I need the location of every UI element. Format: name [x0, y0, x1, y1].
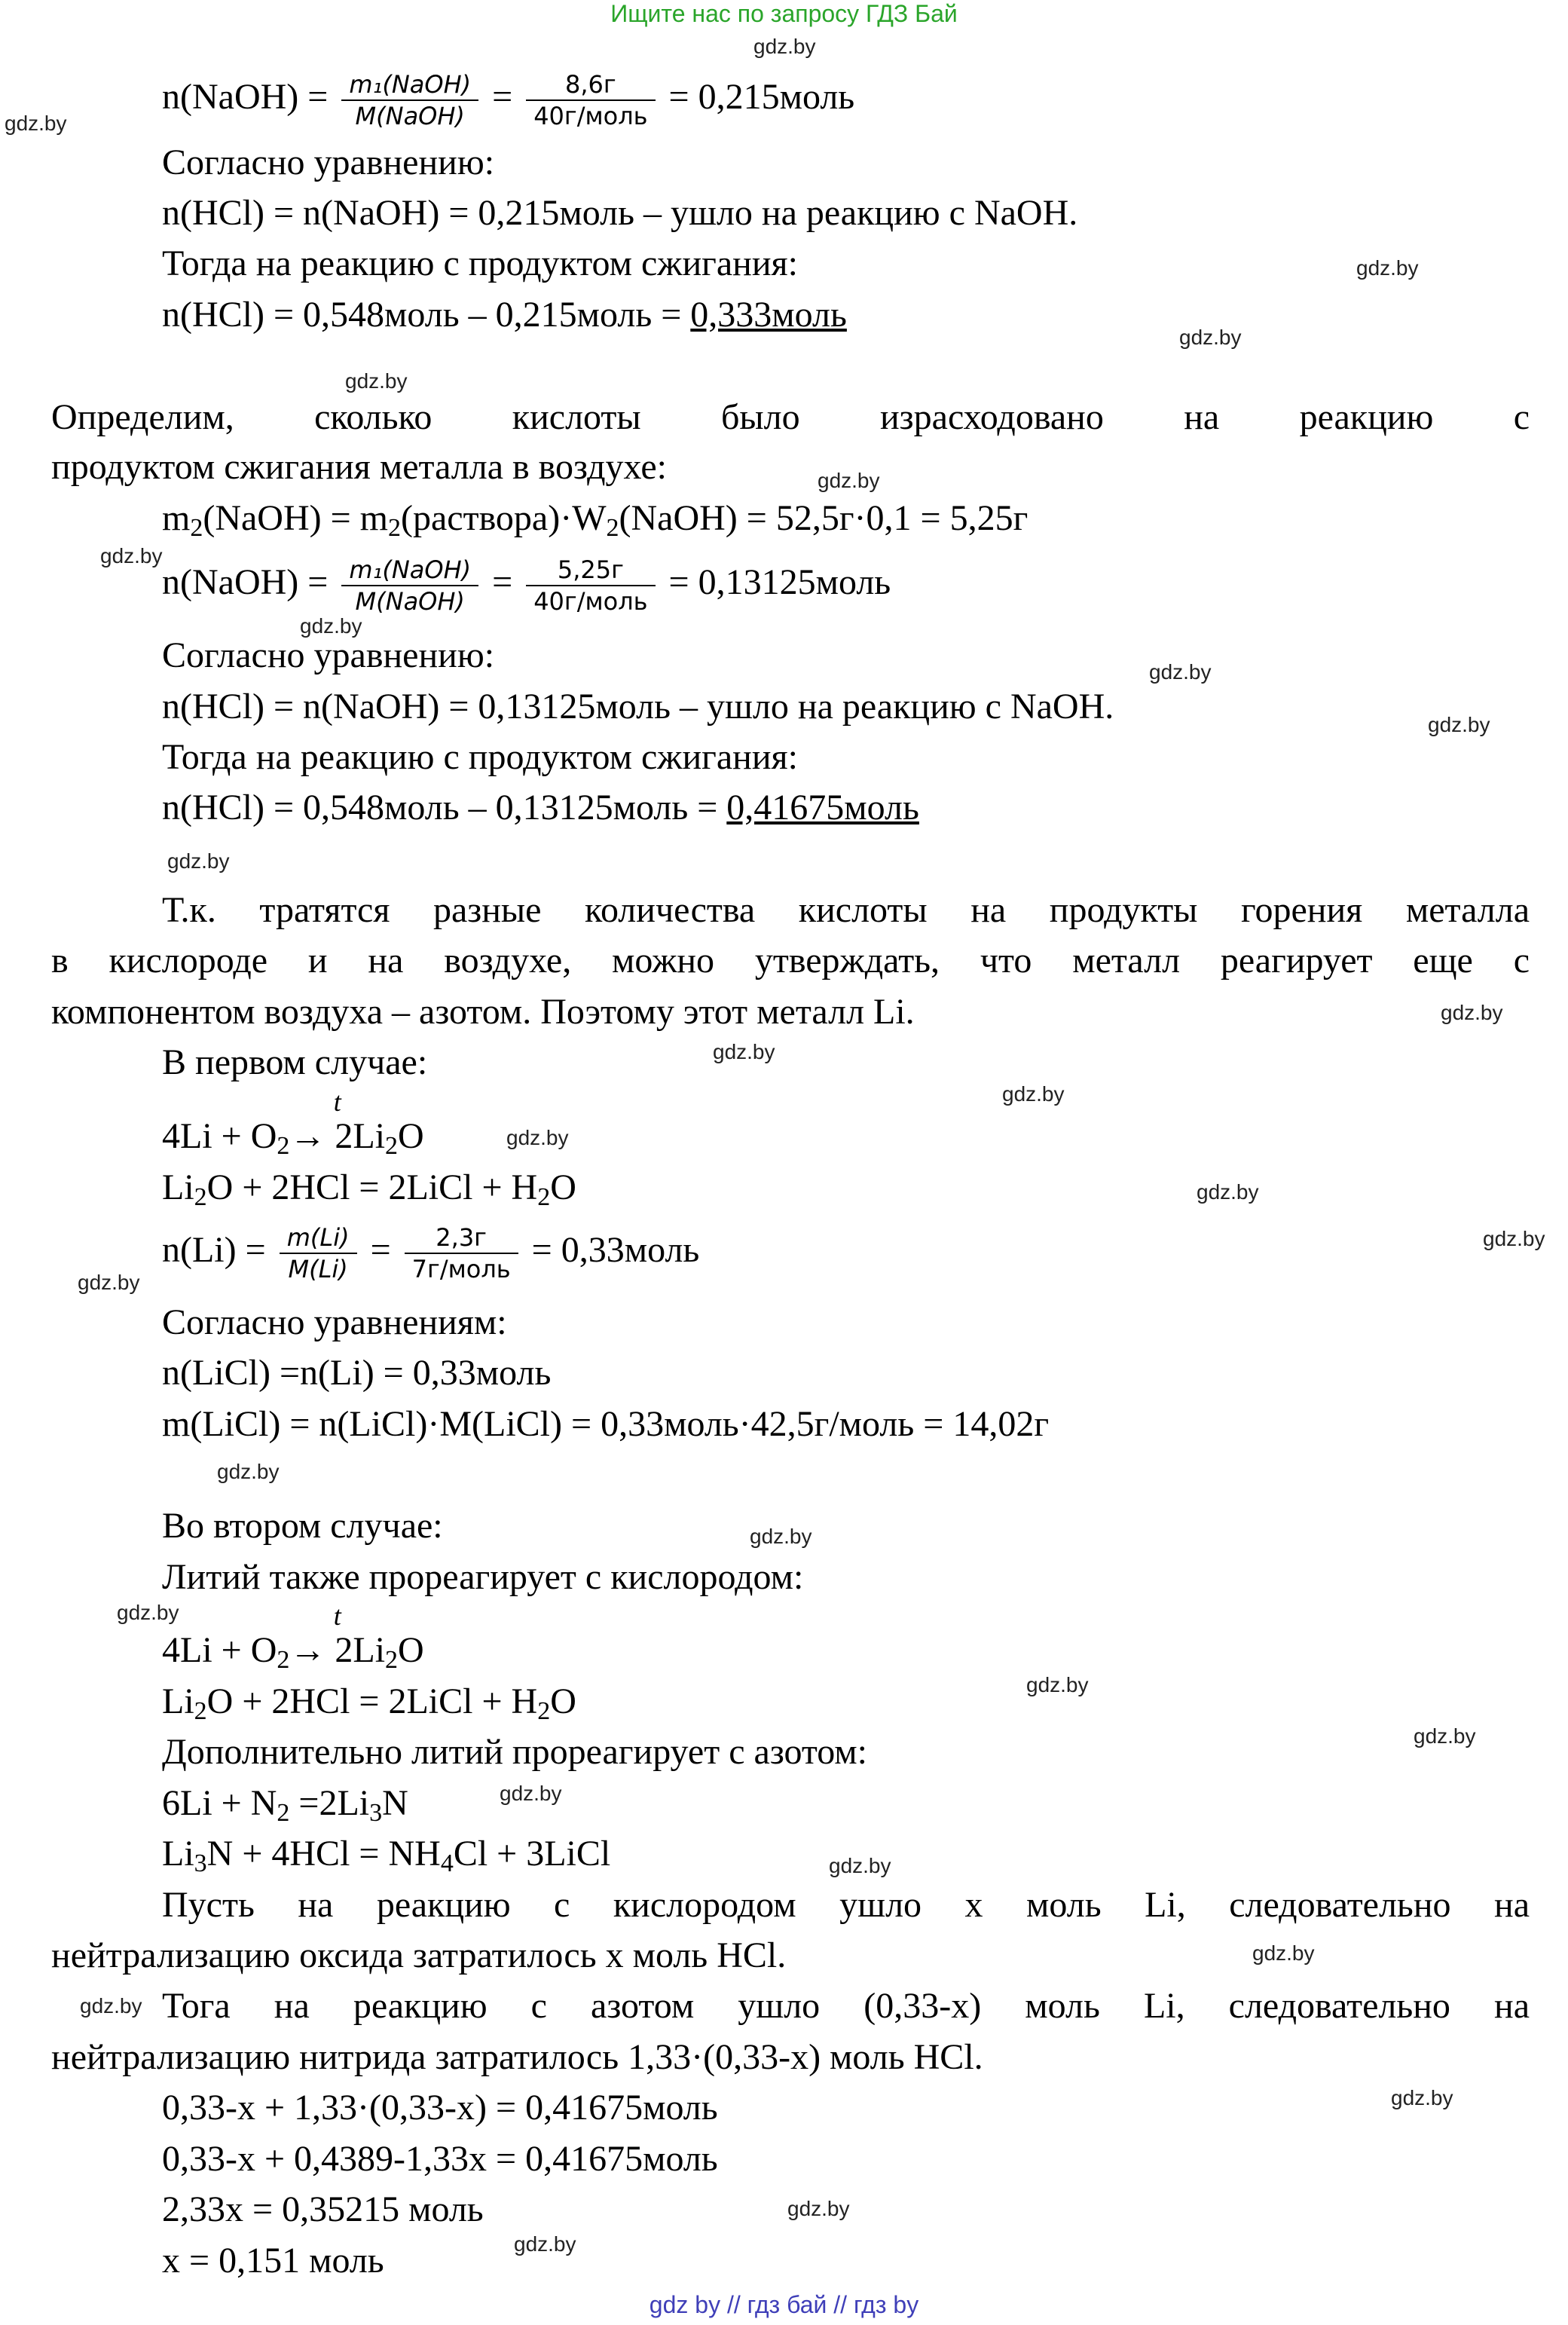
- text-part: → 2Li: [289, 1630, 386, 1670]
- fraction-denominator: M(NaOH): [355, 102, 465, 130]
- fraction-values: [526, 555, 655, 616]
- text-line: n(HCl) = n(NaOH) = 0,13125моль – ушло на реакцию с NaOH.: [162, 687, 1114, 727]
- equals-sign: =: [370, 1230, 391, 1271]
- n-li-formula: [162, 1222, 699, 1284]
- equation-line: 2,33x = 0,35215 моль: [162, 2189, 484, 2229]
- text-part: =2Li: [289, 1783, 370, 1823]
- formula-result: = 0,215моль: [668, 77, 855, 118]
- watermark: gdz.by: [500, 1782, 562, 1805]
- text-line: n(LiCl) =n(Li) = 0,33моль: [162, 1353, 552, 1393]
- formula-lhs: n(NaOH) =: [162, 77, 329, 118]
- text-part: m: [162, 498, 191, 538]
- text-part: (раствора)·W: [401, 498, 607, 538]
- text-part: n(HCl) = 0,548моль – 0,215моль =: [162, 295, 691, 335]
- fraction-denominator: M(NaOH): [355, 587, 465, 616]
- subscript: 3: [194, 1849, 207, 1877]
- text-line: Согласно уравнению:: [162, 142, 495, 182]
- text-line: Согласно уравнению:: [162, 635, 495, 675]
- text-part: → 2Li: [289, 1116, 386, 1156]
- watermark: gdz.by: [1483, 1227, 1545, 1250]
- subscript: 2: [194, 1183, 207, 1211]
- watermark: gdz.by: [167, 849, 230, 873]
- top-banner[interactable]: Ищите нас по запросу ГДЗ Бай: [610, 0, 958, 27]
- watermark: gdz.by: [1356, 256, 1419, 280]
- subscript: 2: [190, 514, 203, 542]
- paragraph-line: нейтрализацию нитрида затратилось 1,33·(0,33-x) моль HCl.: [51, 2037, 983, 2077]
- subscript: 2: [277, 1799, 290, 1827]
- paragraph-line: Определим, сколько кислоты было израсходовано на реакцию с: [51, 397, 1530, 437]
- formula-result: = 0,33моль: [531, 1230, 700, 1271]
- arrow-with-t: [289, 1087, 386, 1159]
- text-part: Li: [162, 1834, 194, 1874]
- subscript: 2: [277, 1132, 290, 1160]
- subscript: 2: [537, 1697, 551, 1725]
- fraction-values: [405, 1222, 518, 1284]
- paragraph-line: [51, 1984, 1530, 2029]
- reaction-li2o-hcl-2: [162, 1679, 576, 1724]
- subscript: 2: [606, 514, 619, 542]
- temperature-label: t: [333, 1087, 341, 1117]
- text-part: O: [398, 1116, 424, 1156]
- watermark: gdz.by: [1179, 326, 1242, 349]
- equation-line: 0,33-x + 0,4389-1,33x = 0,41675моль: [162, 2139, 718, 2179]
- fraction-denominator: M(Li): [288, 1255, 348, 1283]
- n-naoh-formula-1: [162, 69, 854, 131]
- n-naoh-formula-2: [162, 555, 891, 616]
- text-part: N + 4HCl = NH: [206, 1834, 441, 1874]
- underlined-answer: 0,41675моль: [726, 788, 919, 828]
- reaction-li3n-hcl: [162, 1831, 610, 1877]
- equals-sign: =: [492, 77, 513, 118]
- formula-lhs: n(Li) =: [162, 1230, 266, 1271]
- formula-result: = 0,13125моль: [668, 562, 891, 603]
- watermark: gdz.by: [345, 369, 408, 393]
- text-part: O: [550, 1167, 576, 1207]
- paragraph-line: в кислороде и на воздухе, можно утверждать, что металл реагирует еще с: [51, 941, 1530, 980]
- text-line: Во втором случае:: [162, 1506, 443, 1546]
- fraction-denominator: 40г/моль: [533, 587, 648, 616]
- underlined-answer: 0,333моль: [690, 295, 847, 335]
- text-part: 4Li + O: [162, 1630, 277, 1670]
- text-line: Дополнительно литий прореагирует с азотом:: [162, 1732, 867, 1772]
- equation-line: 0,33-x + 1,33·(0,33-x) = 0,41675моль: [162, 2088, 718, 2128]
- watermark: gdz.by: [713, 1040, 775, 1063]
- fraction-denominator: 7г/моль: [411, 1255, 511, 1283]
- watermark: gdz.by: [514, 2232, 576, 2256]
- text-part: (NaOH) = m: [203, 498, 389, 538]
- paragraph-line: нейтрализацию оксида затратилось x моль HCl.: [51, 1935, 787, 1975]
- watermark: gdz.by: [1026, 1673, 1089, 1696]
- text-part: Пусть на реакцию с кислородом ушло x моль Li, следовательно на: [162, 1885, 1530, 1925]
- watermark: gdz.by: [78, 1271, 140, 1294]
- watermark: gdz.by: [506, 1126, 569, 1149]
- text-line: Литий также прореагирует с кислородом:: [162, 1557, 804, 1597]
- watermark: gdz.by: [787, 2197, 850, 2220]
- text-part: O: [398, 1630, 424, 1670]
- watermark: gdz.by: [1428, 713, 1490, 736]
- text-part: N: [382, 1783, 408, 1823]
- text-part: Т.к. тратятся разные количества кислоты на продукты горения металла: [162, 890, 1530, 930]
- subscript: 2: [385, 1132, 399, 1160]
- text-line: m(LiCl) = n(LiCl)·M(LiCl) = 0,33моль·42,5г/моль = 14,02г: [162, 1404, 1050, 1444]
- text-part: Тога на реакцию с азотом ушло (0,33-x) моль Li, следовательно на: [162, 1986, 1530, 2026]
- fraction-symbolic: [280, 1222, 357, 1284]
- text-line: Тогда на реакцию с продуктом сжигания:: [162, 243, 798, 283]
- subscript: 2: [194, 1697, 207, 1725]
- watermark: gdz.by: [100, 544, 163, 567]
- arrow-with-t: [289, 1601, 386, 1673]
- watermark: gdz.by: [117, 1601, 179, 1624]
- watermark: gdz.by: [1441, 1001, 1503, 1024]
- fraction-numerator: m₁(NaOH): [341, 555, 478, 586]
- watermark: gdz.by: [1252, 1941, 1315, 1965]
- watermark: gdz.by: [5, 112, 67, 135]
- subscript: 2: [537, 1183, 551, 1211]
- watermark: gdz.by: [300, 614, 362, 638]
- subscript: 2: [277, 1646, 290, 1674]
- footer-links[interactable]: gdz by // гдз бай // гдз by: [649, 2291, 919, 2318]
- reaction-li-nitrogen: [162, 1781, 408, 1826]
- fraction-numerator: m(Li): [280, 1222, 357, 1254]
- text-part: 6Li + N: [162, 1783, 277, 1823]
- watermark: gdz.by: [1197, 1180, 1259, 1204]
- watermark: gdz.by: [1002, 1082, 1065, 1106]
- fraction-denominator: 40г/моль: [533, 102, 648, 130]
- fraction-numerator: m₁(NaOH): [341, 69, 478, 101]
- text-part: 4Li + O: [162, 1116, 277, 1156]
- watermark: gdz.by: [829, 1854, 891, 1877]
- text-line: [162, 292, 847, 338]
- equals-sign: =: [492, 562, 513, 603]
- watermark: gdz.by: [1149, 660, 1212, 684]
- watermark: gdz.by: [818, 469, 880, 492]
- fraction-numerator: 5,25г: [526, 555, 655, 586]
- subscript: 3: [369, 1799, 383, 1827]
- text-part: (NaOH) = 52,5г·0,1 = 5,25г: [619, 498, 1029, 538]
- m2-naoh-formula: [162, 496, 1028, 541]
- subscript: 4: [440, 1849, 454, 1877]
- watermark: gdz.by: [750, 1525, 812, 1548]
- fraction-values: [526, 69, 655, 131]
- text-part: n(HCl) = 0,548моль – 0,13125моль =: [162, 788, 727, 828]
- text-part: Li: [162, 1681, 194, 1721]
- paragraph-line: продуктом сжигания металла в воздухе:: [51, 447, 667, 487]
- formula-lhs: n(NaOH) =: [162, 562, 329, 603]
- reaction-li2o-hcl-1: [162, 1165, 576, 1210]
- text-part: O: [550, 1681, 576, 1721]
- watermark: gdz.by: [1414, 1724, 1476, 1748]
- text-line: n(HCl) = n(NaOH) = 0,215моль – ушло на реакцию с NaOH.: [162, 193, 1078, 233]
- paragraph-line: компонентом воздуха – азотом. Поэтому этот металл Li.: [51, 992, 915, 1032]
- reaction-li-oxygen-2: [162, 1601, 424, 1674]
- text-line: Согласно уравнениям:: [162, 1302, 507, 1342]
- text-part: Li: [162, 1167, 194, 1207]
- fraction-symbolic: [341, 69, 478, 131]
- reaction-li-oxygen-1: [162, 1087, 424, 1160]
- paragraph-line: [51, 1883, 1530, 1928]
- watermark: gdz.by: [1391, 2086, 1453, 2109]
- fraction-numerator: 8,6г: [526, 69, 655, 101]
- equation-line: x = 0,151 моль: [162, 2241, 384, 2281]
- fraction-numerator: 2,3г: [405, 1222, 518, 1254]
- watermark: gdz.by: [753, 35, 816, 58]
- text-part: O + 2HCl = 2LiCl + H: [206, 1681, 538, 1721]
- text-line: Тогда на реакцию с продуктом сжигания:: [162, 737, 798, 777]
- temperature-label: t: [333, 1601, 341, 1631]
- paragraph-line: [51, 888, 1530, 933]
- subscript: 2: [388, 514, 402, 542]
- watermark: gdz.by: [80, 1994, 142, 2018]
- subscript: 2: [385, 1646, 399, 1674]
- text-line: [162, 785, 919, 831]
- fraction-symbolic: [341, 555, 478, 616]
- text-part: Cl + 3LiCl: [453, 1834, 611, 1874]
- text-part: O + 2HCl = 2LiCl + H: [206, 1167, 538, 1207]
- text-line: В первом случае:: [162, 1042, 428, 1082]
- watermark: gdz.by: [217, 1460, 280, 1483]
